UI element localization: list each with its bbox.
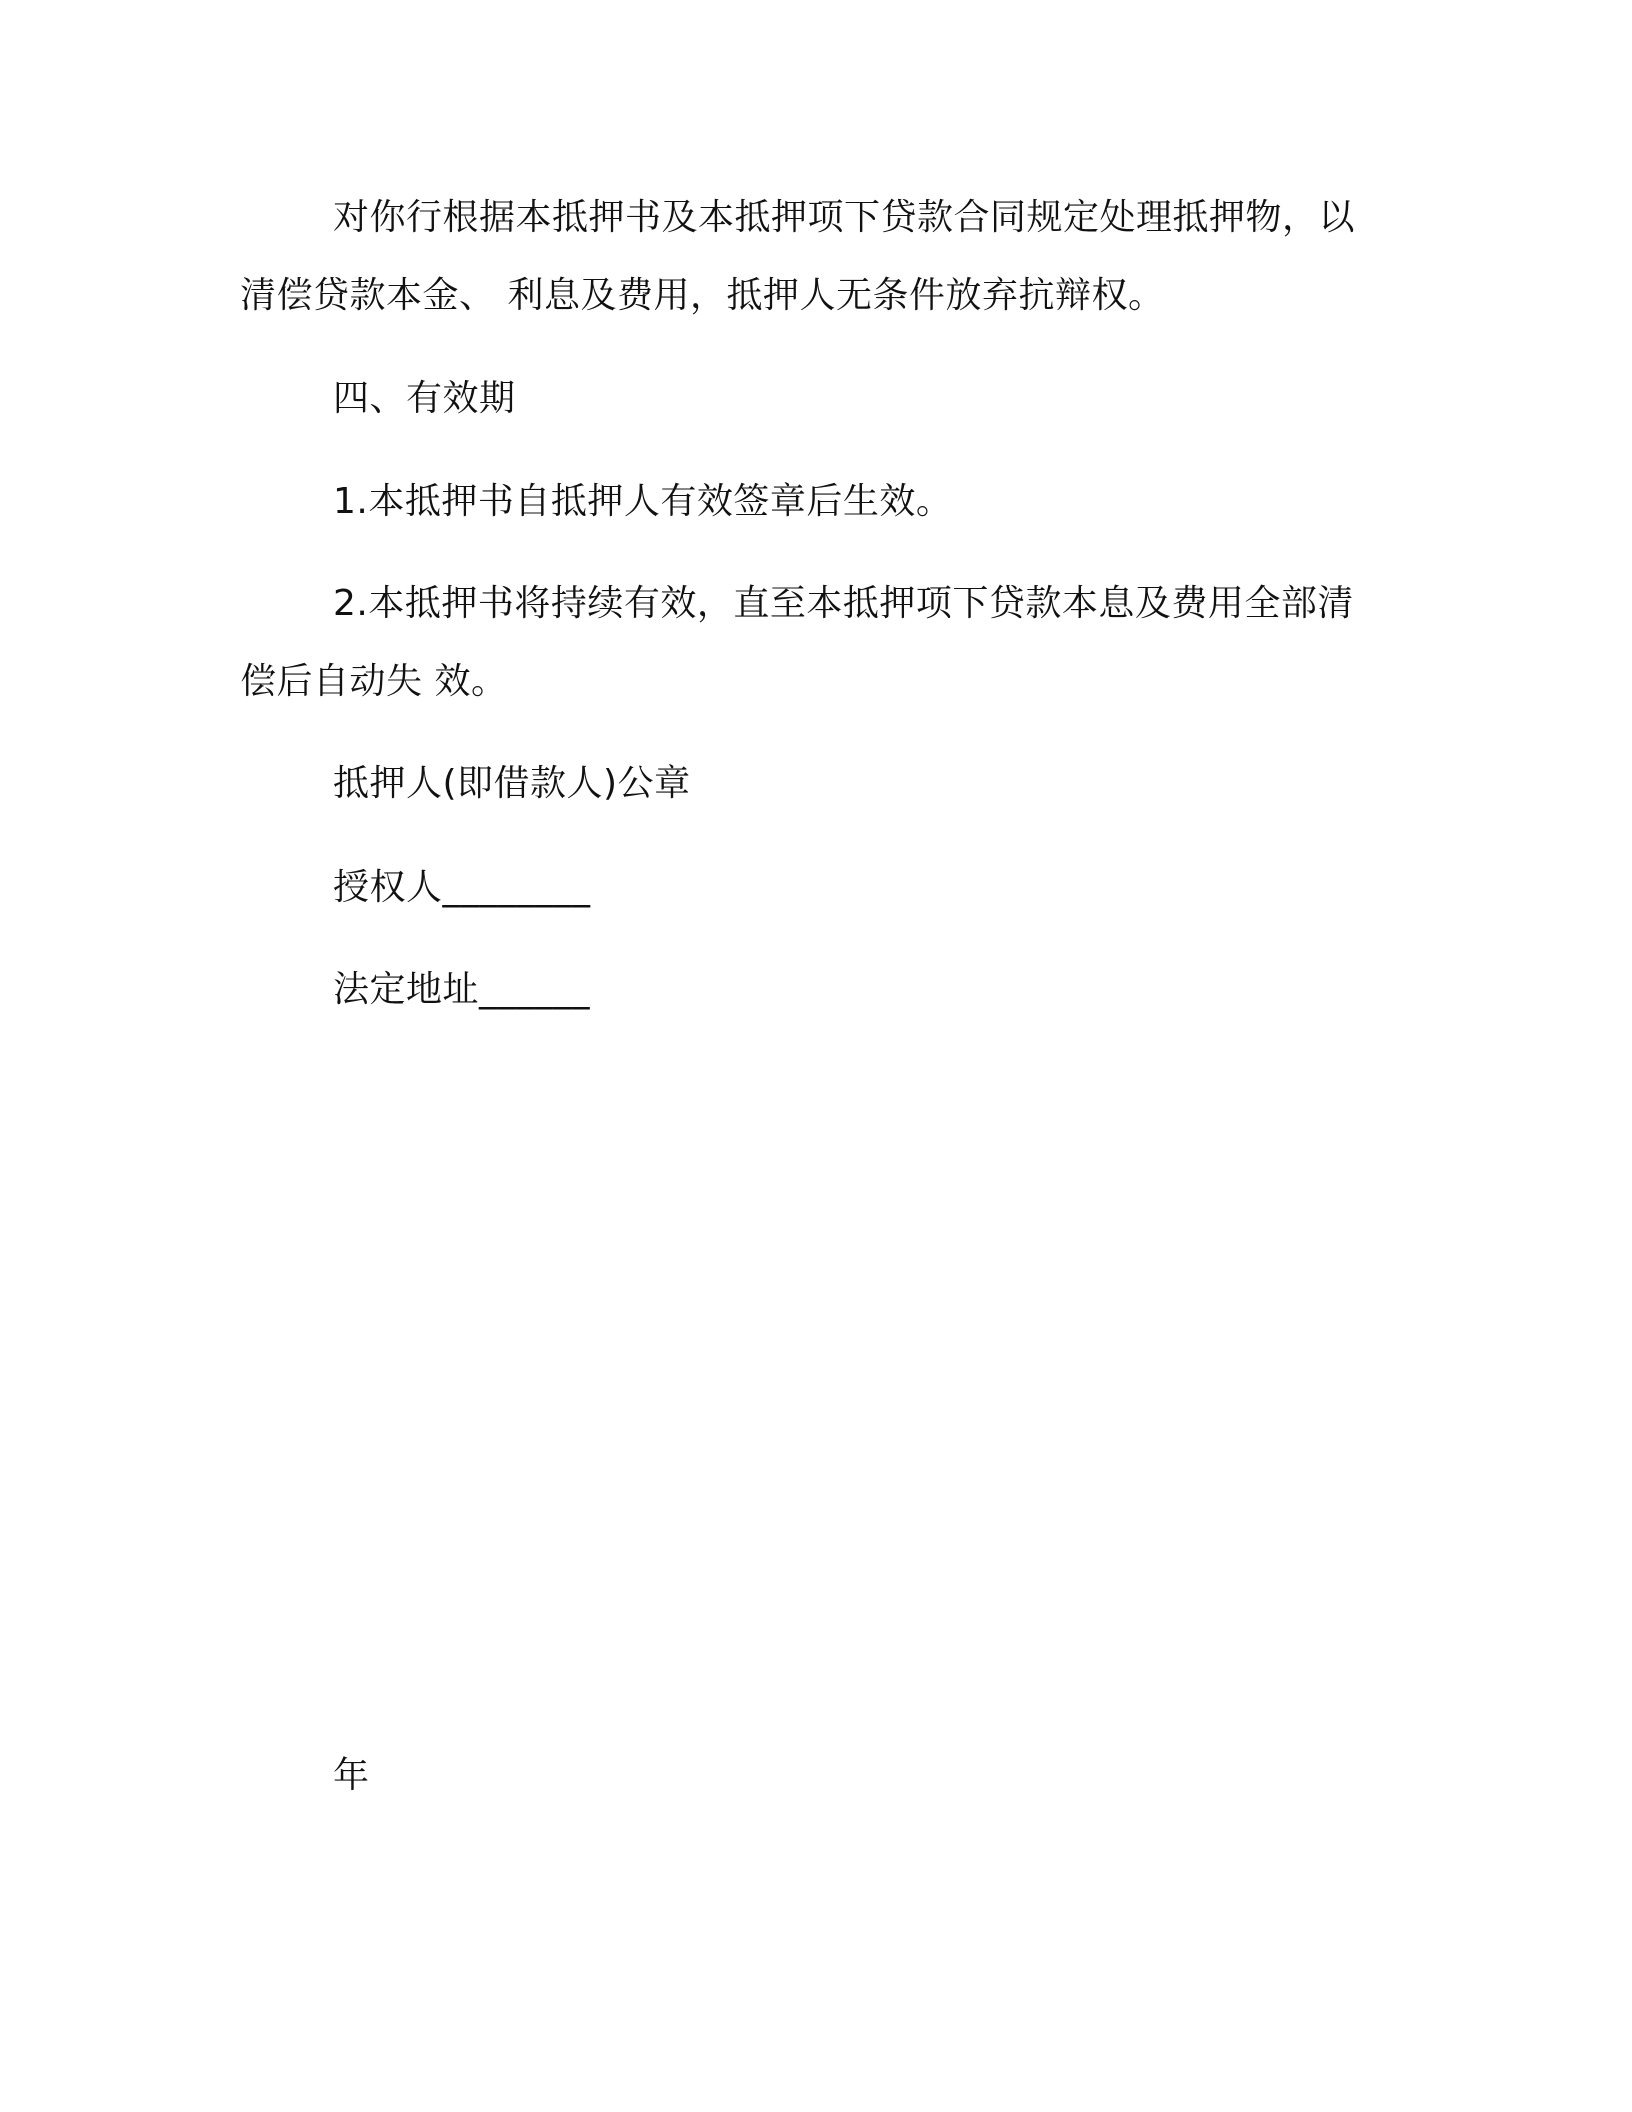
date-year-label: 年 <box>333 1755 370 1796</box>
clause-1: 1.本抵押书自抵押人有效签章后生效。 <box>333 481 953 522</box>
mortgagor-seal-label: 抵押人(即借款人)公章 <box>333 763 691 804</box>
section-heading: 四、有效期 <box>333 378 516 419</box>
clause-2-line-2: 偿后自动失 效。 <box>240 661 508 702</box>
clause-2-line-1: 2.本抵押书将持续有效，直至本抵押项下贷款本息及费用全部清 <box>333 583 1354 624</box>
authorized-person-field: 授权人________ <box>333 867 591 908</box>
paragraph-1-line-1: 对你行根据本抵押书及本抵押项下贷款合同规定处理抵押物，以 <box>333 197 1356 238</box>
paragraph-1-line-2: 清偿贷款本金、 利息及费用，抵押人无条件放弃抗辩权。 <box>240 275 1165 316</box>
legal-address-field: 法定地址______ <box>333 969 591 1010</box>
